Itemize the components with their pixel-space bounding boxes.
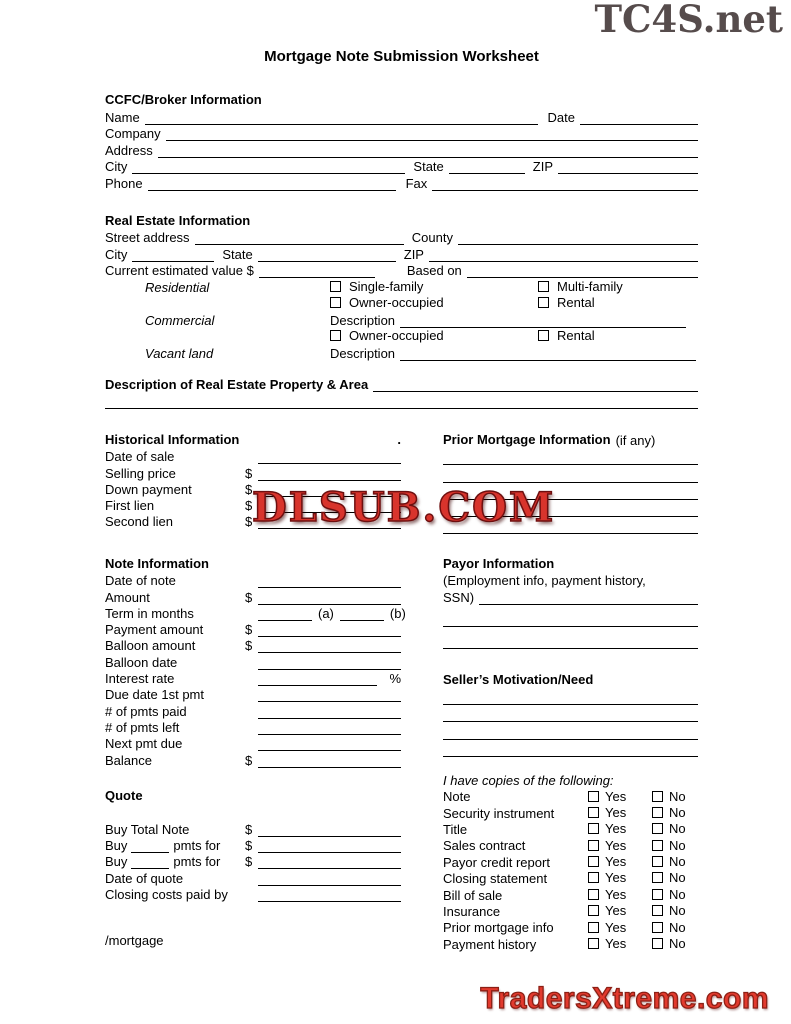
- owner-occupied-label: Owner-occupied: [349, 295, 444, 311]
- no-option: [652, 935, 698, 951]
- balloon-amount-input-line[interactable]: [258, 639, 401, 653]
- payor-subtext-1: (Employment info, payment history,: [443, 573, 646, 589]
- seller-motivation-heading: Seller’s Motivation/Need: [443, 671, 594, 687]
- no-checkbox[interactable]: [652, 938, 663, 949]
- commercial-label: Commercial: [145, 312, 215, 328]
- commercial-owner-occupied-option: [330, 328, 538, 345]
- closing-costs-label: Closing costs paid by: [105, 887, 228, 903]
- dollar-sign: $: [245, 638, 253, 654]
- dollar-sign: $: [245, 498, 253, 514]
- copies-item-label: Sales contract: [443, 838, 526, 854]
- due-date-label: Due date 1st pmt: [105, 687, 204, 703]
- multi-family-label: Multi-family: [557, 278, 623, 294]
- payment-amount-input-line[interactable]: [258, 623, 401, 637]
- copies-item-label: Payor credit report: [443, 854, 550, 870]
- yes-checkbox[interactable]: [588, 922, 599, 933]
- real-estate-section: [105, 213, 698, 361]
- closing-costs-input-line[interactable]: [258, 888, 401, 902]
- page-title: Mortgage Note Submission Worksheet: [264, 48, 539, 65]
- seller-motivation-blank-line[interactable]: [443, 705, 698, 722]
- yes-checkbox[interactable]: [588, 872, 599, 883]
- balloon-date-row: [105, 653, 401, 669]
- payment-amount-row: [105, 621, 401, 637]
- street-address-input-line[interactable]: [195, 231, 404, 245]
- interest-rate-label: Interest rate: [105, 671, 175, 687]
- dollar-sign: $: [245, 622, 253, 638]
- copies-item-label: Security instrument: [443, 805, 555, 821]
- payor-blank-line[interactable]: [443, 605, 698, 627]
- owner-occupied-checkbox[interactable]: [330, 330, 341, 341]
- copies-row-prior-mortgage-info: [443, 919, 698, 935]
- prior-mortgage-blank-line[interactable]: [443, 465, 698, 482]
- term-b-input-line[interactable]: [340, 607, 384, 621]
- no-checkbox[interactable]: [652, 791, 663, 802]
- copies-row-security-instrument: [443, 804, 698, 820]
- amount-input-line[interactable]: [258, 591, 401, 605]
- yes-checkbox[interactable]: [588, 840, 599, 851]
- estimated-value-label: Current estimated value $: [105, 263, 254, 278]
- note-heading-row: [105, 555, 401, 572]
- yes-checkbox[interactable]: [588, 807, 599, 818]
- no-label: No: [669, 821, 686, 837]
- pmts-left-input-line[interactable]: [258, 721, 401, 735]
- balloon-amount-row: [105, 637, 401, 653]
- no-checkbox[interactable]: [652, 872, 663, 883]
- owner-occupied-checkbox[interactable]: [330, 297, 341, 308]
- copies-item-label: Payment history: [443, 936, 537, 952]
- copies-row-note: [443, 788, 698, 804]
- term-a-label: (a): [318, 605, 334, 621]
- amount-row: [105, 588, 401, 604]
- dollar-sign: $: [245, 752, 253, 768]
- name-label: Name: [105, 109, 140, 125]
- dollar-sign: $: [245, 514, 253, 530]
- historical-heading: Historical Information: [105, 432, 240, 447]
- residential-row-2: [105, 295, 698, 312]
- yes-checkbox[interactable]: [588, 823, 599, 834]
- buy-pmts-label-group: [105, 854, 245, 869]
- multi-family-option: [538, 278, 698, 295]
- term-row: [105, 605, 406, 621]
- phone-label: Phone: [105, 175, 143, 191]
- owner-occupied-label: Owner-occupied: [349, 328, 444, 344]
- interest-rate-row: [105, 670, 401, 686]
- buy-pmts-count-line-1[interactable]: [131, 839, 169, 853]
- term-b-label: (b): [389, 605, 406, 621]
- quote-section: [105, 772, 698, 952]
- term-label: Term in months: [105, 605, 194, 621]
- dollar-sign: $: [245, 838, 253, 854]
- yes-option: [588, 903, 652, 919]
- first-lien-label: First lien: [105, 498, 155, 514]
- date-of-note-label: Date of note: [105, 573, 176, 589]
- note-column: [105, 555, 406, 768]
- re-city-label: City: [105, 246, 128, 262]
- single-family-checkbox[interactable]: [330, 281, 341, 292]
- date-of-quote-input-line[interactable]: [258, 872, 401, 886]
- property-description-line-1[interactable]: [373, 378, 698, 392]
- yes-label: Yes: [605, 919, 627, 935]
- copies-row-payor-credit-report: [443, 853, 698, 869]
- state-label: State: [413, 159, 444, 174]
- note-heading: Note Information: [105, 555, 209, 571]
- prior-mortgage-heading-row: [443, 432, 698, 449]
- no-option: [652, 837, 698, 853]
- estimated-value-input-line[interactable]: [259, 264, 375, 278]
- commercial-description-label: Description: [330, 312, 396, 328]
- buy-pmts-row-1: [105, 837, 401, 853]
- re-zip-input-line[interactable]: [429, 248, 698, 262]
- yes-option: [588, 837, 652, 853]
- next-pmt-due-row: [105, 735, 401, 751]
- no-checkbox[interactable]: [652, 807, 663, 818]
- copies-heading-row: [443, 772, 698, 788]
- buy-pmts-count-line-2[interactable]: [131, 855, 169, 869]
- balloon-date-input-line[interactable]: [258, 656, 401, 670]
- balance-label: Balance: [105, 752, 152, 768]
- seller-motivation-blank-line[interactable]: [443, 688, 698, 705]
- due-date-input-line[interactable]: [258, 688, 401, 702]
- no-option: [652, 804, 698, 820]
- property-description-heading: Description of Real Estate Property & Area: [105, 377, 369, 392]
- tc4s-logo: TC4S.net: [594, 0, 783, 41]
- buy-label: Buy: [105, 838, 128, 854]
- no-label: No: [669, 936, 686, 952]
- rental-label: Rental: [557, 328, 595, 344]
- interest-rate-input-line[interactable]: [258, 672, 377, 686]
- no-label: No: [669, 854, 686, 870]
- pmts-left-label: # of pmts left: [105, 719, 180, 735]
- copies-item-label: Insurance: [443, 903, 501, 919]
- no-label: No: [669, 903, 686, 919]
- copies-item-label: Prior mortgage info: [443, 920, 554, 936]
- no-checkbox[interactable]: [652, 889, 663, 900]
- date-of-quote-label: Date of quote: [105, 870, 184, 886]
- prior-mortgage-blank-line[interactable]: [443, 448, 698, 465]
- yes-label: Yes: [605, 870, 627, 886]
- no-label: No: [669, 788, 686, 804]
- buy-pmts-amount-line-1[interactable]: [258, 839, 401, 853]
- no-option: [652, 821, 698, 837]
- commercial-description-input-line[interactable]: [400, 314, 686, 328]
- no-checkbox[interactable]: [652, 905, 663, 916]
- next-pmt-due-label: Next pmt due: [105, 736, 183, 752]
- no-option: [652, 903, 698, 919]
- zip-label: ZIP: [532, 159, 553, 174]
- property-description-section: [105, 376, 698, 409]
- rental-option: [538, 295, 698, 312]
- yes-label: Yes: [605, 837, 627, 853]
- no-label: No: [669, 804, 686, 820]
- copies-item-label: Bill of sale: [443, 887, 503, 903]
- seller-motivation-blank-line[interactable]: [443, 722, 698, 739]
- yes-option: [588, 821, 652, 837]
- address-row: [105, 141, 698, 158]
- payor-subtext-row-1: [443, 572, 698, 588]
- yes-option: [588, 804, 652, 820]
- state-input-line[interactable]: [449, 160, 525, 174]
- yes-checkbox[interactable]: [588, 905, 599, 916]
- next-pmt-due-input-line[interactable]: [258, 737, 401, 751]
- term-a-input-line[interactable]: [258, 607, 312, 621]
- commercial-row-2: [105, 328, 698, 345]
- date-of-sale-label: Date of sale: [105, 449, 175, 465]
- yes-option: [588, 935, 652, 951]
- street-county-row: [105, 229, 698, 246]
- yes-label: Yes: [605, 788, 627, 804]
- selling-price-row: [105, 464, 401, 480]
- seller-motivation-blank-line[interactable]: [443, 740, 698, 757]
- company-label: Company: [105, 126, 161, 141]
- dollar-sign: $: [245, 481, 253, 497]
- no-checkbox[interactable]: [652, 823, 663, 834]
- yes-checkbox[interactable]: [588, 791, 599, 802]
- re-zip-label: ZIP: [403, 246, 424, 262]
- address-label: Address: [105, 142, 153, 158]
- address-input-line[interactable]: [158, 144, 698, 158]
- payment-amount-label: Payment amount: [105, 622, 204, 638]
- copies-column: [443, 772, 698, 952]
- property-description-row: [105, 376, 698, 393]
- phone-input-line[interactable]: [148, 177, 396, 191]
- mortgage-slug: /mortgage: [105, 933, 164, 949]
- date-of-note-input-line[interactable]: [258, 574, 401, 588]
- yes-label: Yes: [605, 821, 627, 837]
- down-payment-label: Down payment: [105, 481, 192, 497]
- vacant-land-label: Vacant land: [145, 345, 214, 361]
- rental-label: Rental: [557, 295, 595, 311]
- commercial-row: [105, 311, 698, 328]
- phone-fax-row: [105, 174, 698, 191]
- date-input-line[interactable]: [580, 111, 698, 125]
- copies-row-payment-history: [443, 935, 698, 951]
- balloon-date-label: Balloon date: [105, 654, 178, 670]
- city-input-line[interactable]: [132, 160, 405, 174]
- dollar-sign: $: [245, 465, 253, 481]
- county-input-line[interactable]: [458, 231, 698, 245]
- yes-checkbox[interactable]: [588, 856, 599, 867]
- selling-price-input-line[interactable]: [258, 467, 401, 481]
- buy-pmts-amount-line-2[interactable]: [258, 855, 401, 869]
- real-estate-heading: Real Estate Information: [105, 212, 251, 228]
- quote-heading: Quote: [105, 787, 143, 803]
- no-label: No: [669, 919, 686, 935]
- copies-row-insurance: [443, 903, 698, 919]
- zip-input-line[interactable]: [558, 160, 698, 174]
- amount-label: Amount: [105, 589, 150, 605]
- buy-total-note-label: Buy Total Note: [105, 821, 190, 837]
- date-label: Date: [547, 109, 575, 125]
- copies-item-label: Note: [443, 789, 471, 805]
- due-date-row: [105, 686, 401, 702]
- copies-row-sales-contract: [443, 837, 698, 853]
- yes-option: [588, 886, 652, 902]
- property-description-line-2[interactable]: [105, 395, 698, 409]
- pmts-paid-input-line[interactable]: [258, 705, 401, 719]
- payor-blank-line[interactable]: [443, 627, 698, 649]
- dlsub-watermark: DLSUB.COM: [252, 484, 556, 531]
- fax-input-line[interactable]: [432, 177, 698, 191]
- re-state-input-line[interactable]: [258, 248, 396, 262]
- copies-item-label: Closing statement: [443, 871, 548, 887]
- vacant-description-input-line[interactable]: [400, 347, 696, 361]
- quote-rows: [105, 821, 401, 902]
- buy-total-note-row: [105, 821, 401, 837]
- commercial-rental-option: [538, 328, 698, 345]
- no-option: [652, 919, 698, 935]
- pmts-for-label: pmts for: [173, 854, 221, 870]
- copies-heading: I have copies of the following:: [443, 772, 614, 788]
- closing-costs-row: [105, 886, 401, 902]
- tradersxtreme-logo: TradersXtreme.com: [480, 982, 769, 1015]
- broker-heading: CCFC/Broker Information: [105, 92, 262, 107]
- yes-label: Yes: [605, 886, 627, 902]
- re-city-state-zip-row: [105, 245, 698, 262]
- no-label: No: [669, 870, 686, 886]
- payor-heading: Payor Information: [443, 555, 555, 571]
- city-state-zip-row: [105, 158, 698, 175]
- yes-label: Yes: [605, 936, 627, 952]
- rental-checkbox[interactable]: [538, 297, 549, 308]
- copies-row-bill-of-sale: [443, 886, 698, 902]
- no-checkbox[interactable]: [652, 922, 663, 933]
- multi-family-checkbox[interactable]: [538, 281, 549, 292]
- copies-row-closing-statement: [443, 870, 698, 886]
- broker-section: [105, 92, 698, 191]
- county-label: County: [411, 230, 453, 245]
- re-state-label: State: [222, 246, 253, 262]
- copies-row-title: [443, 821, 698, 837]
- selling-price-label: Selling price: [105, 465, 176, 481]
- percent-sign: %: [389, 671, 401, 687]
- pmts-paid-label: # of pmts paid: [105, 703, 187, 719]
- single-family-option: [330, 278, 538, 295]
- city-label: City: [105, 159, 128, 174]
- seller-motivation-heading-row: [443, 672, 698, 688]
- based-on-label: Based on: [406, 263, 462, 278]
- yes-option: [588, 870, 652, 886]
- property-description-row-2: [105, 392, 698, 409]
- no-checkbox[interactable]: [652, 840, 663, 851]
- buy-pmts-label-group: [105, 838, 245, 853]
- street-address-label: Street address: [105, 230, 190, 245]
- rental-checkbox[interactable]: [538, 330, 549, 341]
- name-input-line[interactable]: [145, 111, 538, 125]
- buy-pmts-row-2: [105, 853, 401, 869]
- prior-mortgage-heading: Prior Mortgage Information: [443, 432, 611, 447]
- value-basedon-row: [105, 262, 698, 279]
- owner-occupied-option: [330, 295, 538, 312]
- dollar-sign: $: [245, 821, 253, 837]
- yes-label: Yes: [605, 854, 627, 870]
- prior-mortgage-qualifier: (if any): [615, 433, 656, 448]
- name-date-row: [105, 108, 698, 125]
- pmts-for-label: pmts for: [173, 838, 221, 854]
- balance-row: [105, 751, 401, 767]
- vacant-land-row: [105, 344, 698, 361]
- no-option: [652, 788, 698, 804]
- balance-input-line[interactable]: [258, 754, 401, 768]
- payor-subtext-row-2: [443, 588, 698, 604]
- date-of-quote-row: [105, 869, 401, 885]
- based-on-input-line[interactable]: [467, 264, 698, 278]
- payor-subtext-2: SSN): [443, 589, 475, 605]
- pmts-paid-row: [105, 702, 401, 718]
- yes-label: Yes: [605, 903, 627, 919]
- dollar-sign: $: [245, 589, 253, 605]
- historical-heading-row: [105, 432, 401, 449]
- yes-label: Yes: [605, 804, 627, 820]
- single-family-label: Single-family: [349, 278, 424, 294]
- pmts-left-row: [105, 719, 401, 735]
- no-option: [652, 870, 698, 886]
- dollar-sign: $: [245, 854, 253, 870]
- date-of-sale-row: [105, 448, 401, 464]
- date-of-sale-input-line[interactable]: [258, 450, 401, 464]
- copies-item-label: Title: [443, 822, 468, 838]
- company-input-line[interactable]: [166, 127, 698, 141]
- buy-label: Buy: [105, 854, 128, 870]
- ssn-input-line[interactable]: [479, 591, 698, 605]
- no-checkbox[interactable]: [652, 856, 663, 867]
- fax-label: Fax: [405, 175, 428, 191]
- yes-option: [588, 853, 652, 869]
- payor-heading-row: [443, 555, 698, 572]
- no-option: [652, 886, 698, 902]
- no-label: No: [669, 837, 686, 853]
- residential-row: [105, 278, 698, 295]
- yes-option: [588, 919, 652, 935]
- quote-column: [105, 772, 401, 952]
- yes-option: [588, 788, 652, 804]
- no-option: [652, 853, 698, 869]
- re-city-input-line[interactable]: [132, 248, 214, 262]
- no-label: No: [669, 886, 686, 902]
- balloon-amount-label: Balloon amount: [105, 638, 196, 654]
- second-lien-label: Second lien: [105, 514, 173, 530]
- note-section: [105, 555, 698, 767]
- date-of-note-row: [105, 572, 401, 588]
- yes-checkbox[interactable]: [588, 938, 599, 949]
- heading-separator-dot: .: [397, 432, 401, 447]
- company-row: [105, 125, 698, 142]
- residential-label: Residential: [145, 279, 210, 295]
- vacant-description-label: Description: [330, 345, 396, 361]
- yes-checkbox[interactable]: [588, 889, 599, 900]
- buy-total-note-input-line[interactable]: [258, 823, 401, 837]
- payor-column: [443, 555, 698, 767]
